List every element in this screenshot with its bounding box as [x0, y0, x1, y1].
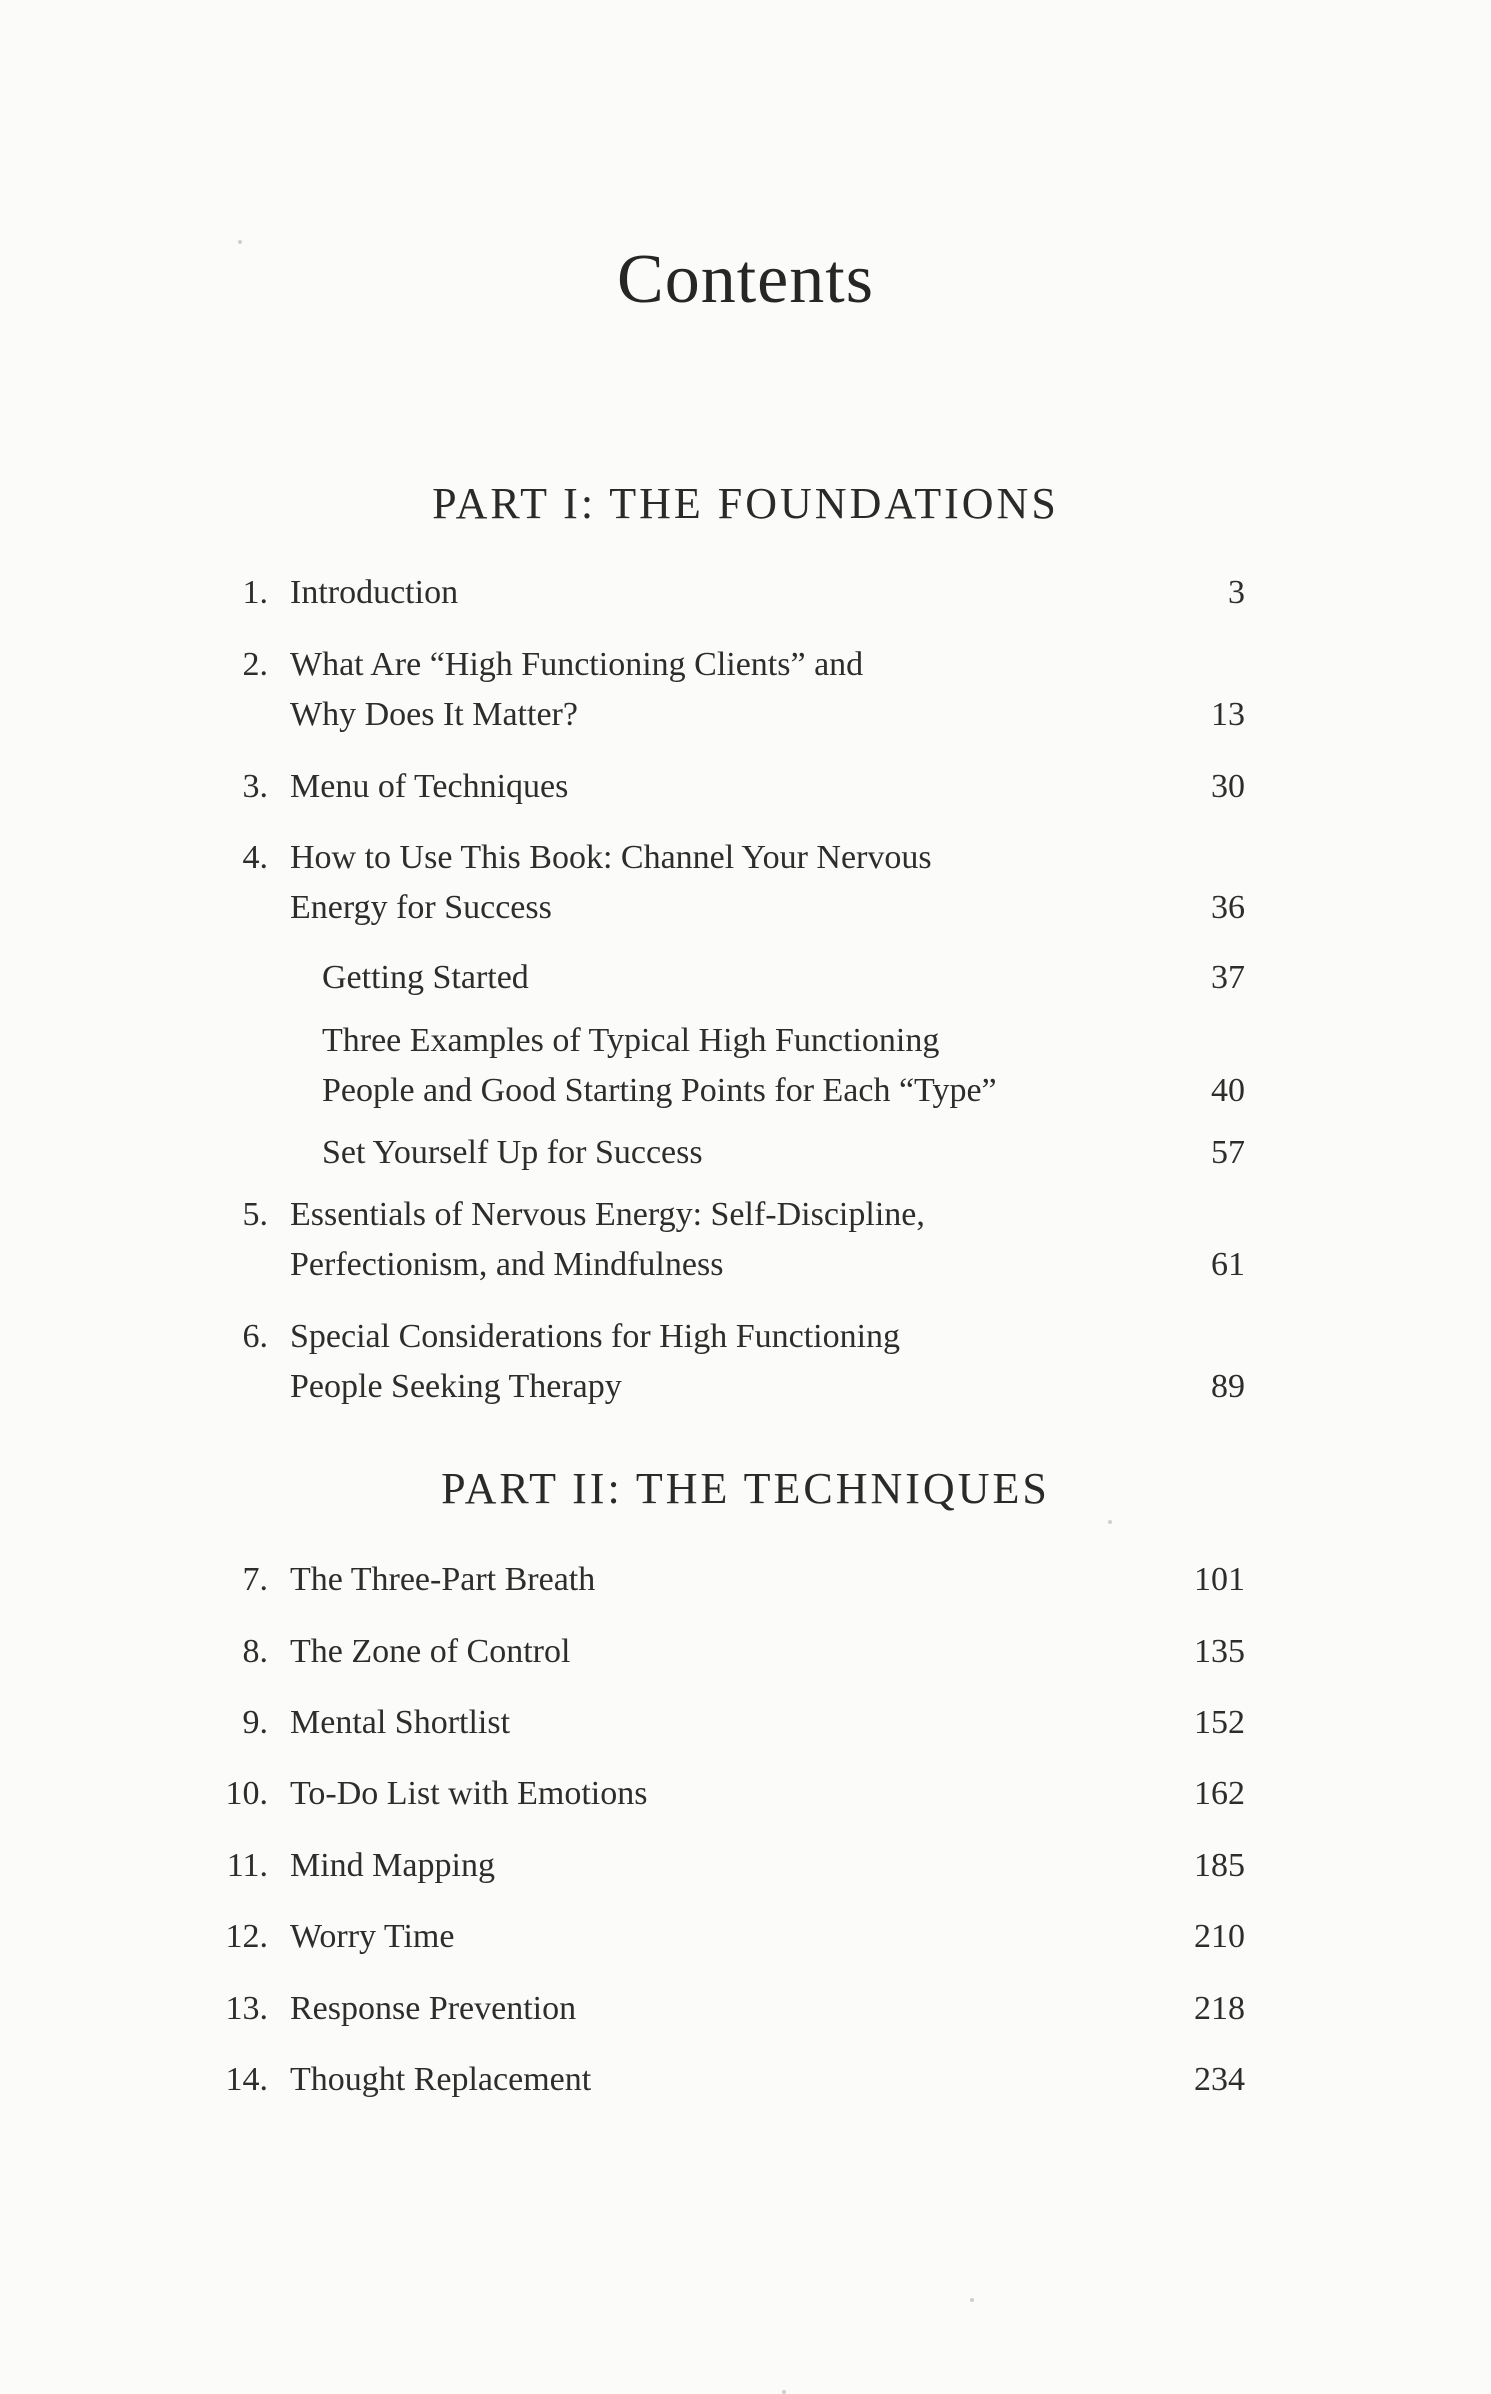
entry-title: Special Considerations for High Functioning People Seeking Therapy — [290, 1318, 901, 1405]
entry-page-number: 218 — [1194, 1990, 1245, 2027]
entry-number: 1. — [242, 574, 268, 611]
entry-page-number: 57 — [1211, 1134, 1245, 1171]
scan-speck — [1108, 1520, 1112, 1524]
entry-page-number: 3 — [1228, 574, 1245, 611]
entry-number: 9. — [242, 1704, 268, 1741]
entry-number: 10. — [225, 1775, 268, 1812]
entry-number: 12. — [225, 1918, 268, 1955]
entry-number: 8. — [242, 1633, 268, 1670]
entry-number: 6. — [242, 1318, 268, 1355]
entry-title: Three Examples of Typical High Functioning People and Good Starting Points for Each “Type” — [322, 1022, 997, 1109]
scan-speck — [970, 2298, 974, 2302]
entry-page-number: 162 — [1194, 1775, 1245, 1812]
entry-title: Menu of Techniques — [290, 768, 569, 805]
entry-page-number: 101 — [1194, 1561, 1245, 1598]
entry-page-number: 61 — [1211, 1246, 1245, 1283]
entry-page-number: 210 — [1194, 1918, 1245, 1955]
entry-page-number: 135 — [1194, 1633, 1245, 1670]
entry-number: 7. — [242, 1561, 268, 1598]
entry-title: Thought Replacement — [290, 2061, 592, 2098]
entry-number: 2. — [242, 646, 268, 683]
entry-title: The Zone of Control — [290, 1633, 571, 1670]
entry-title: Mental Shortlist — [290, 1704, 511, 1741]
entry-title: How to Use This Book: Channel Your Nervous Energy for Success — [290, 839, 932, 926]
entry-page-number: 152 — [1194, 1704, 1245, 1741]
part-heading-1: PART I: THE FOUNDATIONS — [432, 479, 1059, 528]
entry-title: Introduction — [290, 574, 459, 611]
entry-number: 11. — [226, 1847, 268, 1884]
entry-page-number: 13 — [1211, 696, 1245, 733]
entry-title: Mind Mapping — [290, 1847, 495, 1884]
scan-speck — [238, 240, 242, 244]
entry-page-number: 40 — [1211, 1072, 1245, 1109]
entry-number: 14. — [225, 2061, 268, 2098]
page-title: Contents — [617, 241, 874, 318]
entry-title: Response Prevention — [290, 1990, 577, 2027]
entry-page-number: 37 — [1211, 959, 1245, 996]
entry-title: Worry Time — [290, 1918, 455, 1955]
entry-title: The Three-Part Breath — [290, 1561, 596, 1598]
entry-number: 13. — [225, 1990, 268, 2027]
entry-number: 3. — [242, 768, 268, 805]
entry-number: 5. — [242, 1196, 268, 1233]
entry-page-number: 36 — [1211, 889, 1245, 926]
entry-title: What Are “High Functioning Clients” and Why Does It Matter? — [290, 646, 864, 733]
entry-title: Set Yourself Up for Success — [322, 1134, 703, 1171]
entry-page-number: 30 — [1211, 768, 1245, 805]
scan-speck — [782, 2390, 786, 2394]
entry-page-number: 89 — [1211, 1368, 1245, 1405]
entry-title: To-Do List with Emotions — [290, 1775, 648, 1812]
entry-title: Getting Started — [322, 959, 529, 996]
part-heading-2: PART II: THE TECHNIQUES — [441, 1464, 1050, 1513]
entry-title: Essentials of Nervous Energy: Self-Discipline, Perfectionism, and Mindfulness — [290, 1196, 925, 1283]
entry-page-number: 185 — [1194, 1847, 1245, 1884]
entry-page-number: 234 — [1194, 2061, 1245, 2098]
entry-number: 4. — [242, 839, 268, 876]
